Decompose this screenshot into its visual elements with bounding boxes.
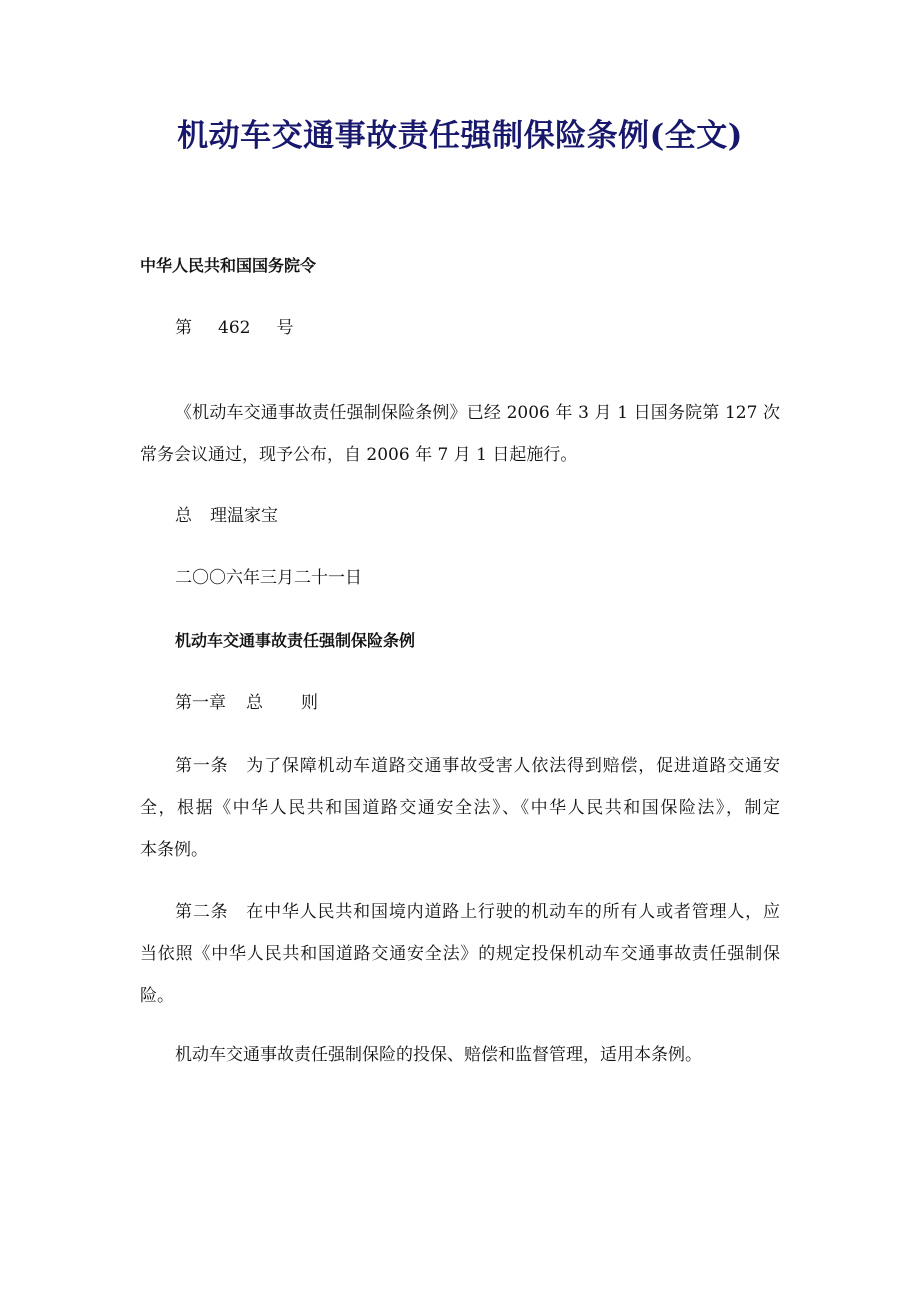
chapter-heading [175, 693, 318, 713]
article-1-line-3: 本条例。 [140, 840, 208, 860]
closing-paragraph: 机动车交通事故责任强制保险的投保、赔偿和监督管理，适用本条例。 [175, 1045, 702, 1065]
signatory-role-part1: 总 [175, 506, 192, 526]
regulation-title: 机动车交通事故责任强制保险条例 [175, 631, 416, 650]
article-2-line-3: 险。 [140, 986, 174, 1006]
article-1-line-2: 全，根据《中华人民共和国道路交通安全法》、《中华人民共和国保险法》，制定 [140, 798, 780, 818]
document-title: 机动车交通事故责任强制保险条例(全文) [177, 118, 743, 154]
article-1-line-1: 第一条 为了保障机动车道路交通事故受害人依法得到赔偿，促进道路交通安 [175, 756, 780, 776]
announcement-line-1: 《机动车交通事故责任强制保险条例》已经 2006 年 3 月 1 日国务院第 127 次 [175, 403, 780, 423]
signatory [175, 506, 278, 526]
chapter-name-part1: 总 [246, 693, 263, 713]
article-1 [140, 745, 780, 871]
article-2-line-2: 当依照《中华人民共和国道路交通安全法》的规定投保机动车交通事故责任强制保 [140, 944, 780, 964]
article-2-line-1: 第二条 在中华人民共和国境内道路上行驶的机动车的所有人或者管理人，应 [175, 902, 780, 922]
decree-date: 二〇〇六年三月二十一日 [175, 568, 362, 588]
signatory-role-part2: 理温家宝 [210, 506, 278, 526]
decree-number-prefix: 第 [175, 318, 192, 338]
article-2 [140, 891, 780, 1017]
announcement-paragraph [140, 392, 780, 476]
announcement-line-2: 常务会议通过，现予公布，自 2006 年 7 月 1 日起施行。 [140, 445, 578, 465]
decree-number-value: 462 [218, 318, 251, 338]
decree-number-suffix: 号 [276, 318, 294, 338]
chapter-name-part2: 则 [301, 693, 318, 713]
decree-issuer: 中华人民共和国国务院令 [140, 256, 317, 275]
decree-number [175, 318, 293, 338]
chapter-number: 第一章 [175, 693, 226, 713]
